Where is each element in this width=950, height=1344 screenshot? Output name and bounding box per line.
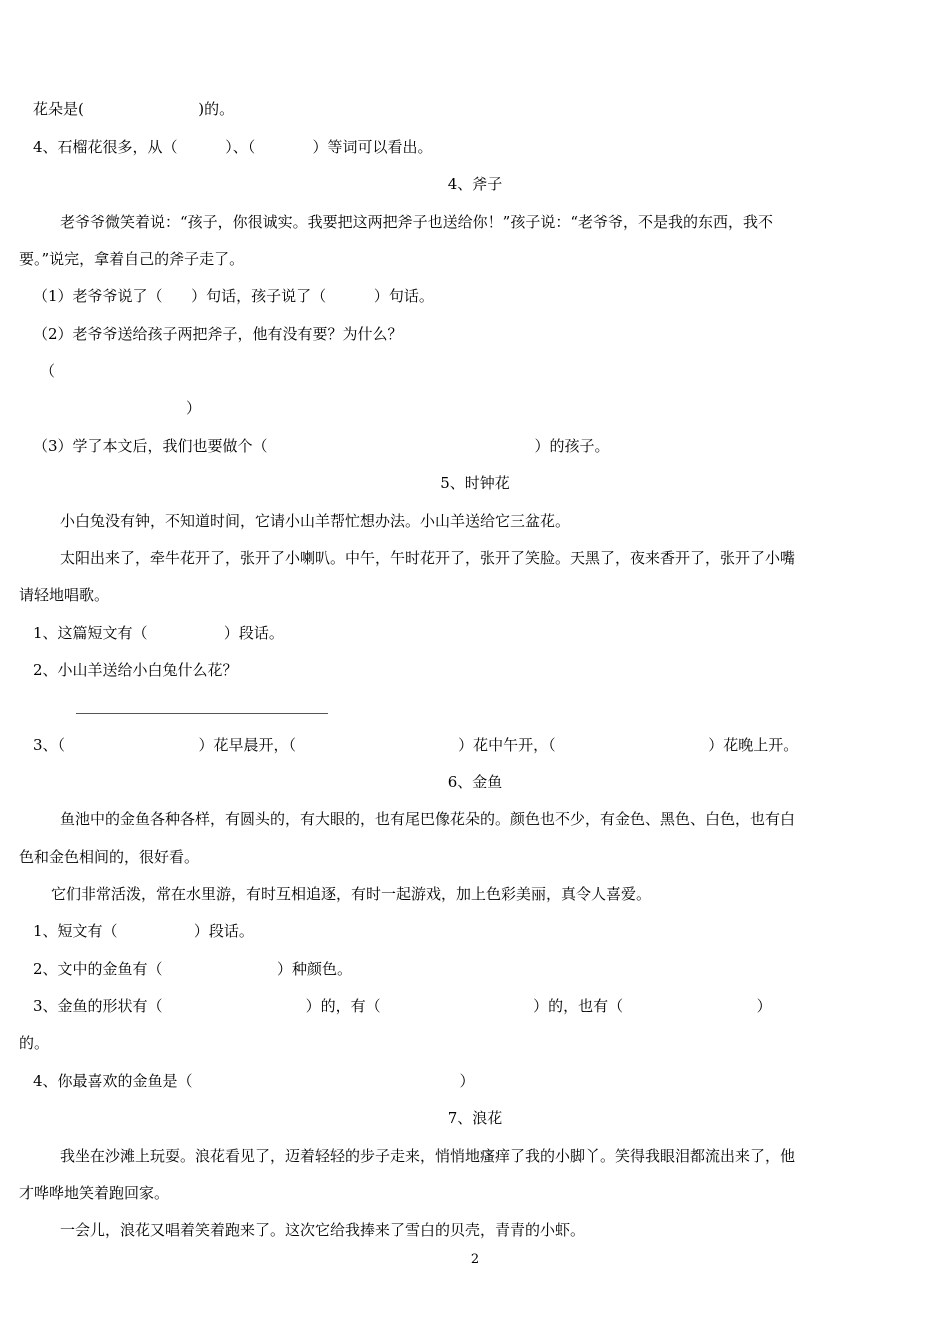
section-title: 7、浪花 bbox=[447, 1109, 503, 1127]
text-line: 太阳出来了，牵牛花开了，张开了小喇叭。中午，午时花开了，张开了笑脸。天黑了，夜来香开了，张开了小嘴 bbox=[60, 549, 796, 567]
text-line: 要。”说完，拿着自己的斧子走了。 bbox=[19, 250, 245, 268]
text-line: 色和金色相间的，很好看。 bbox=[19, 848, 200, 866]
text-line: 鱼池中的金鱼各种各样，有圆头的，有大眼的，也有尾巴像花朵的。颜色也不少，有金色、黑色、白色，也有白 bbox=[60, 810, 796, 828]
section-title: 6、金鱼 bbox=[447, 773, 503, 791]
text-line: 它们非常活泼，常在水里游，有时互相追逐，有时一起游戏，加上色彩美丽，真令人喜爱。 bbox=[51, 885, 652, 903]
text-line: （2）老爷爷送给孩子两把斧子，他有没有要？为什么？ bbox=[33, 325, 403, 343]
text-line: 3、（ ）花早晨开，（ ）花中午开，（ ）花晚上开。 bbox=[33, 736, 799, 754]
text-line: 我坐在沙滩上玩耍。浪花看见了，迈着轻轻的步子走来，悄悄地瘙痒了我的小脚丫。笑得我眼泪都流出来了，他 bbox=[60, 1147, 796, 1165]
text-line: 一会儿，浪花又唱着笑着跑来了。这次它给我捧来了雪白的贝壳，青青的小虾。 bbox=[60, 1221, 586, 1239]
text-line: 花朵是( )的。 bbox=[33, 100, 235, 118]
text-line: 才哗哗地笑着跑回家。 bbox=[19, 1184, 170, 1202]
text-line: 4、你最喜欢的金鱼是（ ） bbox=[33, 1072, 475, 1090]
text-line: 4、石榴花很多，从（ ）、（ ）等词可以看出。 bbox=[33, 138, 433, 156]
text-line: 2、文中的金鱼有（ ）种颜色。 bbox=[33, 960, 352, 978]
text-line: 小白兔没有钟，不知道时间，它请小山羊帮忙想办法。小山羊送给它三盆花。 bbox=[60, 512, 571, 530]
text-line: （ bbox=[40, 362, 56, 380]
section-title: 5、时钟花 bbox=[440, 474, 510, 492]
text-line: 的。 bbox=[19, 1034, 50, 1052]
text-line: ） bbox=[186, 399, 202, 417]
text-line: （3）学了本文后，我们也要做个（ ）的孩子。 bbox=[33, 437, 610, 455]
text-line: （1）老爷爷说了（ ）句话，孩子说了（ ）句话。 bbox=[33, 287, 434, 305]
answer-line bbox=[76, 713, 328, 714]
text-line: 1、短文有（ ）段话。 bbox=[33, 922, 254, 940]
text-line: 2、小山羊送给小白兔什么花？ bbox=[33, 661, 238, 679]
text-line: 3、金鱼的形状有（ ）的，有（ ）的，也有（ ） bbox=[33, 997, 772, 1015]
text-line: 1、这篇短文有（ ）段话。 bbox=[33, 624, 284, 642]
text-line: 老爷爷微笑着说：“孩子，你很诚实。我要把这两把斧子也送给你！”孩子说：“老爷爷，不是我的东西，我不 bbox=[60, 213, 774, 231]
text-line: 请轻地唱歌。 bbox=[19, 586, 110, 604]
section-title: 4、斧子 bbox=[447, 175, 503, 193]
page-number: 2 bbox=[470, 1252, 480, 1267]
